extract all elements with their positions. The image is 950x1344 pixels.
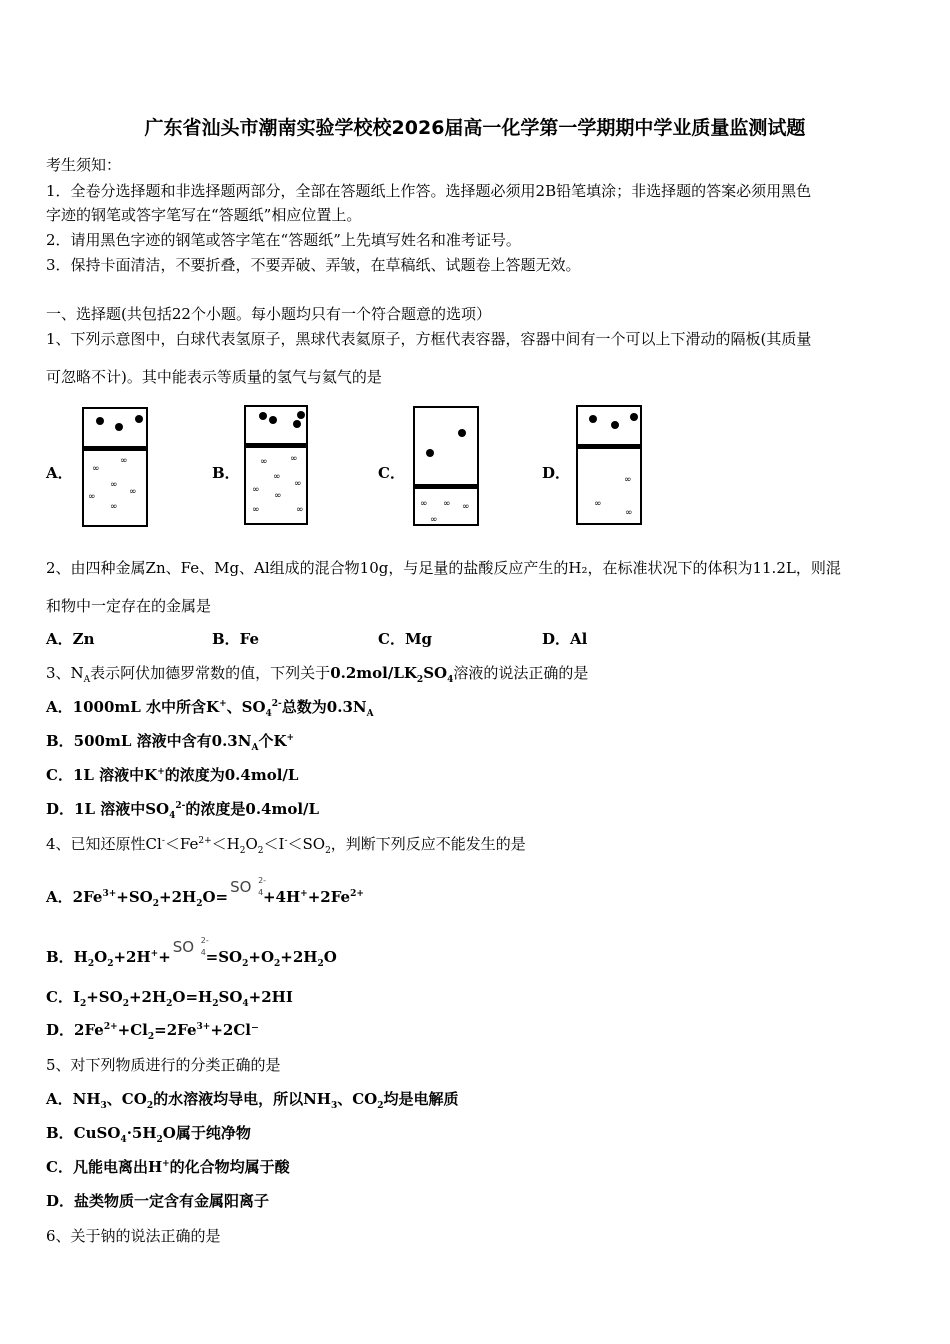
container-b: [244, 405, 308, 525]
h2-molecule: ∞: [252, 485, 259, 495]
he-atom: [293, 420, 301, 428]
partition: [576, 444, 642, 449]
h2-molecule: ∞: [296, 505, 303, 515]
q4-option-a: A．$2Fe^{3+}+SO_2+2H_2O=SO$ 2- 4 $+4H^++2Fe^{2+}$: [46, 876, 364, 909]
q3-stem: 3、$N_A$表示阿伏加德罗常数的值，下列关于$0.2mol/LK_2SO_4$溶液的说法正确的是: [46, 664, 589, 685]
container-c: [413, 406, 479, 526]
h2-molecule: ∞: [462, 502, 469, 512]
q2-option-a: A．Zn: [46, 630, 95, 648]
q1-stem-b: 可忽略不计)。其中能表示等质量的氢气与氦气的是: [46, 368, 382, 386]
sulfate-ion-formula: SO 2- 4: [230, 876, 267, 897]
q1-stem-a: 1、下列示意图中，白球代表氢原子，黑球代表氦原子，方框代表容器，容器中间有一个可以上下滑动的隔板(其质量: [46, 330, 812, 348]
h2-molecule: ∞: [260, 457, 267, 467]
q5-option-c: C．凡能电离出H+的化合物均属于酸: [46, 1158, 290, 1176]
q6-stem: 6、关于钠的说法正确的是: [46, 1227, 221, 1245]
container-a: [82, 407, 148, 527]
notice-item-1b: 字迹的钢笔或答字笔写在“答题纸”相应位置上。: [46, 206, 362, 224]
he-atom: [259, 412, 267, 420]
notice-heading: 考生须知：: [46, 156, 122, 174]
q2-stem-a: 2、由四种金属Zn、Fe、Mg、Al组成的混合物10g，与足量的盐酸反应产生的H₂，在标准状况下的体积为11.2L，则混: [46, 559, 841, 577]
h2-molecule: ∞: [88, 492, 95, 502]
q4-option-d: D．$2Fe^{2+}+Cl_2=2Fe^{3+}+2Cl^-$: [46, 1021, 259, 1042]
he-atom: [589, 415, 597, 423]
partition: [413, 484, 479, 489]
q5-stem: 5、对下列物质进行的分类正确的是: [46, 1056, 281, 1074]
h2-molecule: ∞: [110, 502, 117, 512]
q3-option-a: A．1000mL 水中所含K+、$SO_4^{2-}$总数为$0.3N_A$: [46, 698, 374, 719]
partition: [244, 443, 308, 448]
q3-option-d: D．1L 溶液中$SO_4^{2-}$的浓度是0.4mol/L: [46, 800, 320, 821]
q3-option-c: C．1L 溶液中K+的浓度为0.4mol/L: [46, 766, 299, 784]
he-atom: [115, 423, 123, 431]
q4-option-c: C．$I_2+SO_2+2H_2O=H_2SO_4+2HI$: [46, 988, 293, 1009]
container-d: [576, 405, 642, 525]
partition: [82, 446, 148, 451]
notice-item-3: 3．保持卡面清洁，不要折叠，不要弄破、弄皱，在草稿纸、试题卷上答题无效。: [46, 256, 581, 274]
h2-molecule: ∞: [294, 479, 301, 489]
h2-molecule: ∞: [273, 472, 280, 482]
h2-molecule: ∞: [92, 464, 99, 474]
h2-molecule: ∞: [120, 456, 127, 466]
q1-option-b-label: B．: [212, 464, 240, 482]
he-atom: [297, 411, 305, 419]
q4-option-b: B．$H_2O_2+2H^++SO$ 2- 4 $=SO_2+O_2+2H_2O$: [46, 936, 337, 969]
q2-option-c: C．Mg: [378, 630, 433, 648]
he-atom: [630, 413, 638, 421]
q4-stem: 4、已知还原性$Cl^-<Fe^{2+}<H_2O_2<I^-<SO_2$，判断下列反应不能发生的是: [46, 835, 526, 856]
he-atom: [426, 449, 434, 457]
q3-option-b: B．500mL 溶液中含有$0.3N_A$个K+: [46, 732, 295, 753]
q5-option-a: A．$NH_3$、$CO_2$的水溶液均导电，所以$NH_3$、$CO_2$均是电解质: [46, 1090, 459, 1111]
q2-option-d: D．Al: [542, 630, 588, 648]
h2-molecule: ∞: [420, 499, 427, 509]
he-atom: [135, 415, 143, 423]
h2-molecule: ∞: [443, 499, 450, 509]
notice-item-1a: 1．全卷分选择题和非选择题两部分，全部在答题纸上作答。选择题必须用2B铅笔填涂；非选择题的答案必须用黑色: [46, 182, 812, 200]
he-atom: [458, 429, 466, 437]
h2-molecule: ∞: [129, 487, 136, 497]
h2-molecule: ∞: [274, 491, 281, 501]
q1-option-c-label: C．: [378, 464, 405, 482]
q5-option-b: B．$CuSO_4\cdot 5H_2O$属于纯净物: [46, 1124, 251, 1145]
notice-item-2: 2．请用黑色字迹的钢笔或答字笔在“答题纸”上先填写姓名和准考证号。: [46, 231, 521, 249]
q1-option-a-label: A．: [46, 464, 73, 482]
q2-option-b: B．Fe: [212, 630, 260, 648]
q1-option-d-label: D．: [542, 464, 571, 482]
h2-molecule: ∞: [624, 475, 631, 485]
h2-molecule: ∞: [430, 515, 437, 525]
section-heading: 一、选择题(共包括22个小题。每小题均只有一个符合题意的选项）: [46, 305, 491, 323]
h2-molecule: ∞: [290, 454, 297, 464]
he-atom: [96, 417, 104, 425]
sulfate-ion-formula: SO 2- 4: [172, 936, 209, 957]
h2-molecule: ∞: [110, 480, 117, 490]
q5-option-d: D．盐类物质一定含有金属阳离子: [46, 1192, 270, 1210]
page-title: 广东省汕头市潮南实验学校校2026届高一化学第一学期期中学业质量监测试题: [144, 117, 806, 139]
he-atom: [269, 416, 277, 424]
h2-molecule: ∞: [594, 499, 601, 509]
h2-molecule: ∞: [625, 508, 632, 518]
h2-molecule: ∞: [252, 505, 259, 515]
q2-stem-b: 和物中一定存在的金属是: [46, 597, 212, 615]
he-atom: [611, 421, 619, 429]
